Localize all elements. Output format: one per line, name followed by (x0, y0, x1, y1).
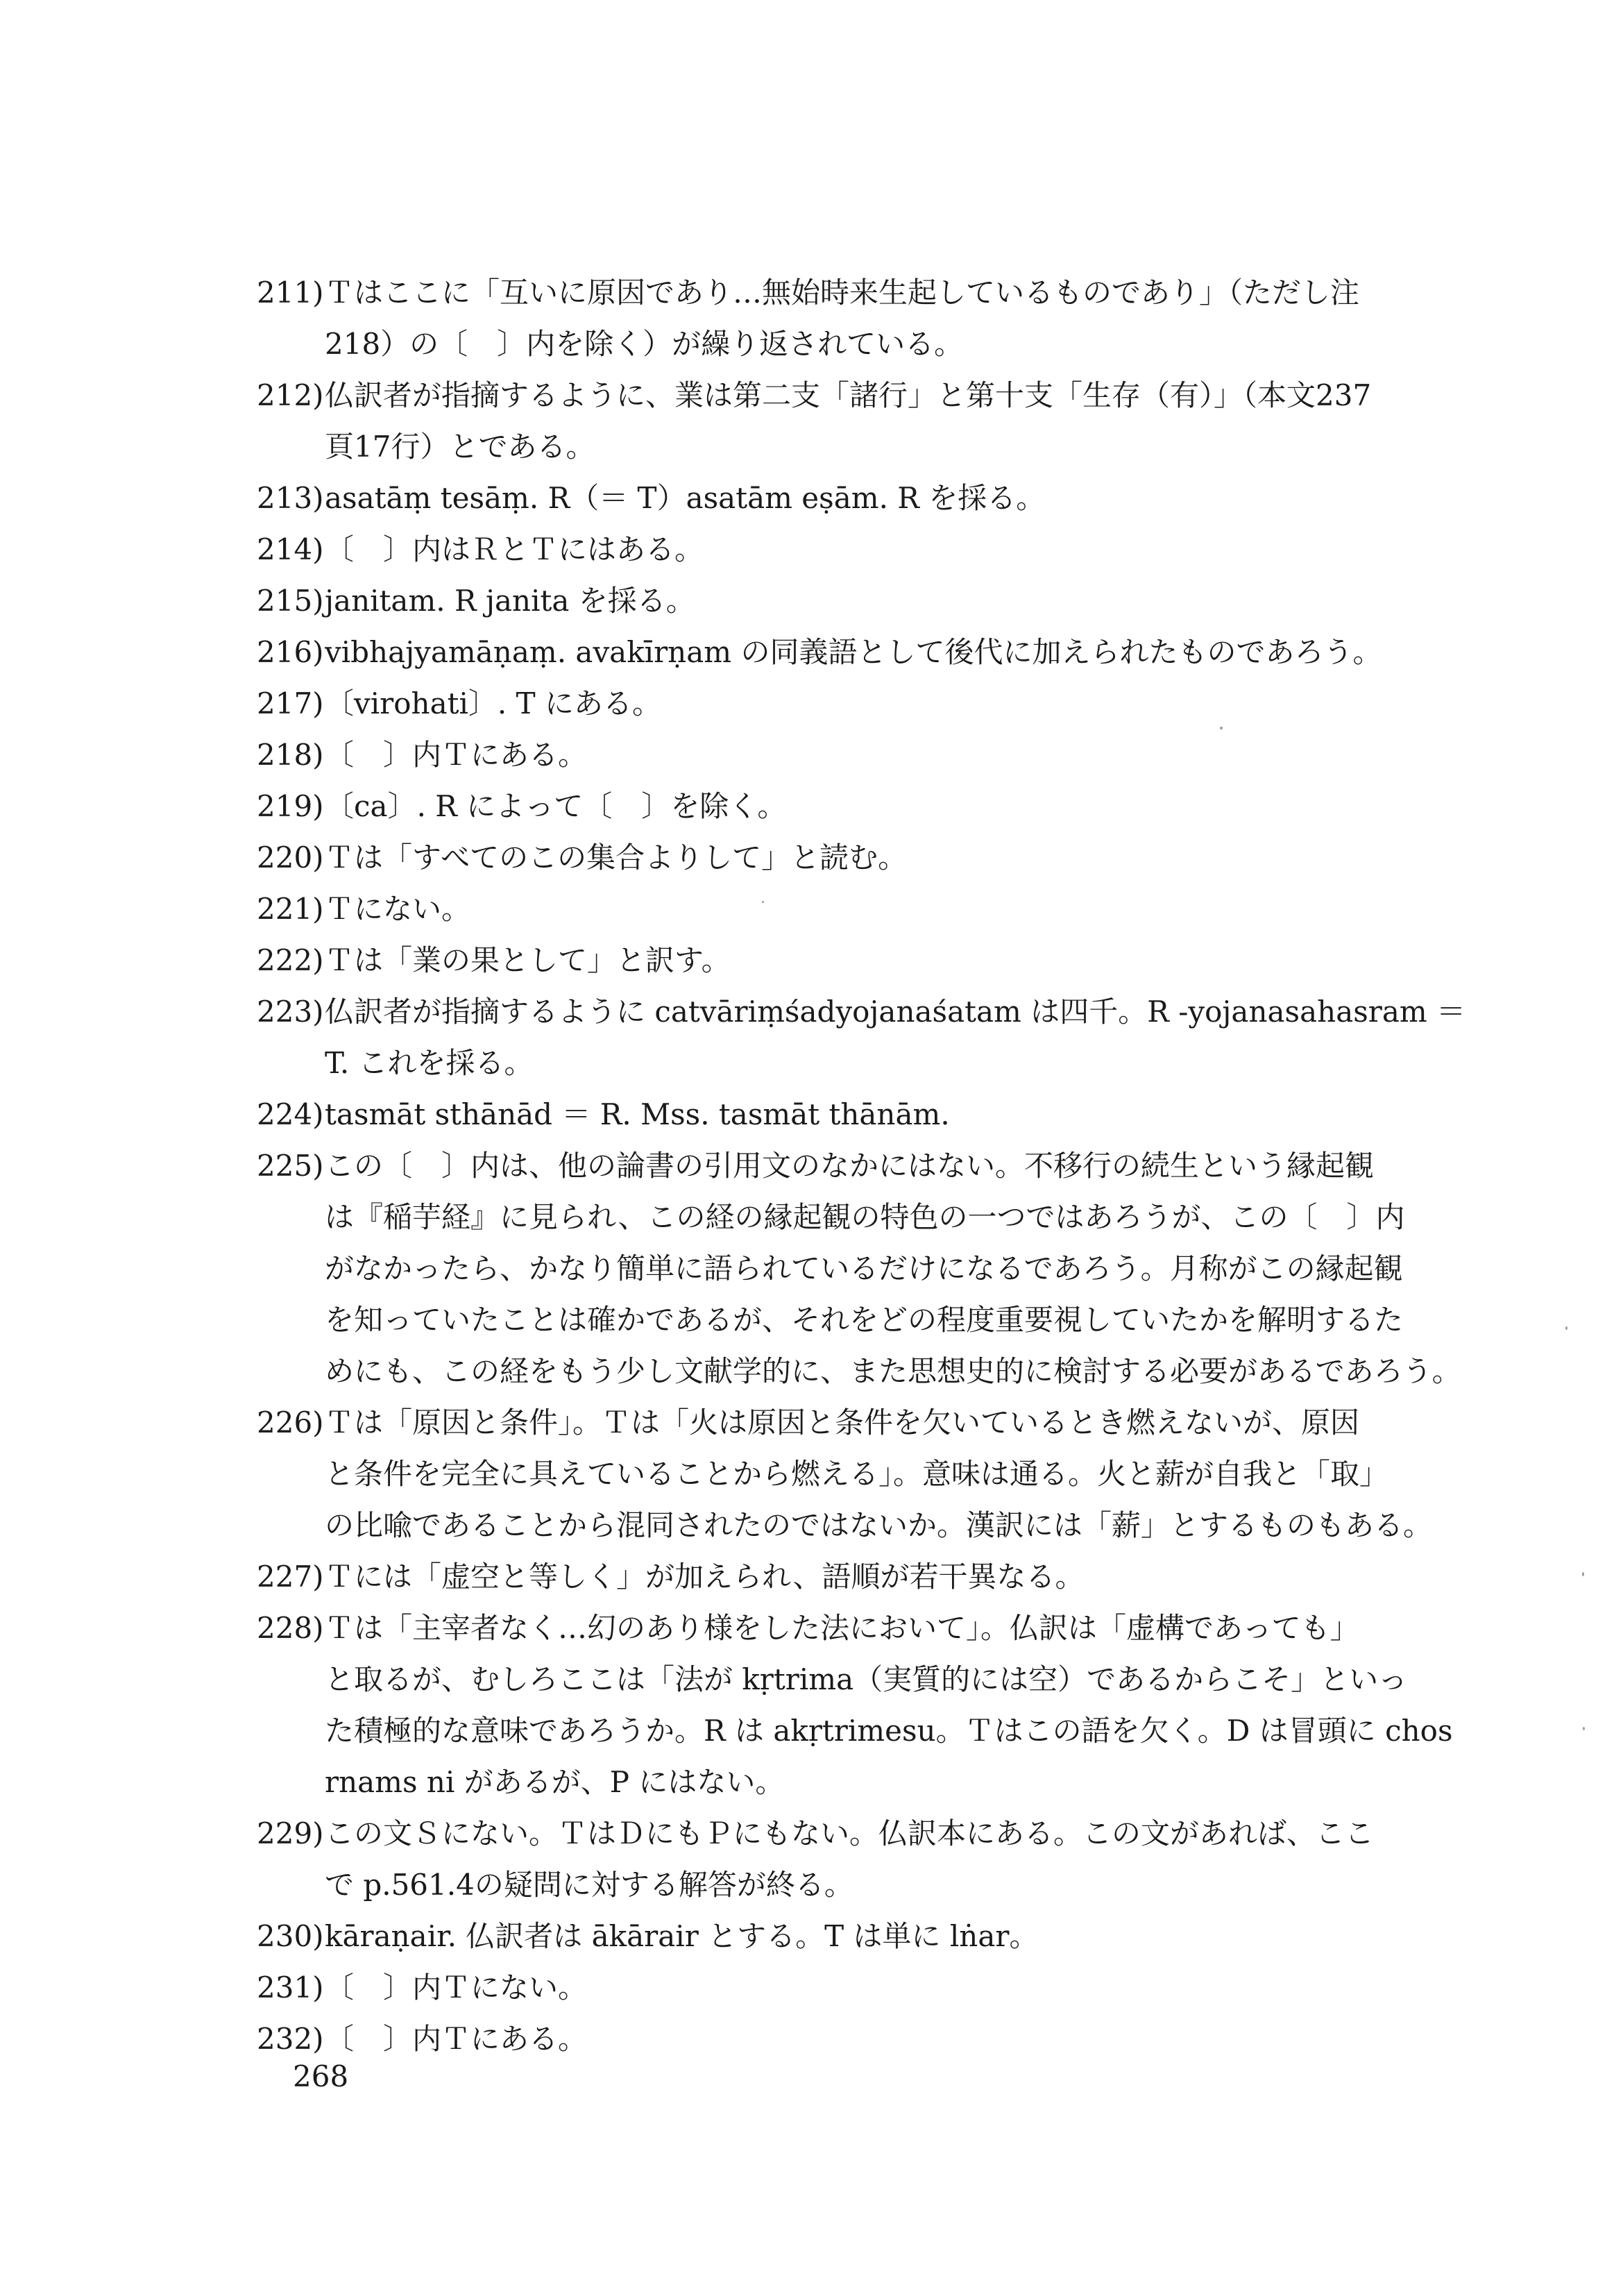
footnote-number: 211) (257, 276, 324, 310)
footnote-text: Ｔは「主宰者なく…幻のあり様をした法において」。仏訳は「虚構であっても」 (325, 1611, 1359, 1645)
footnote-number: 229) (257, 1816, 324, 1850)
footnote-text: rnams ni があるが、P にはない。 (325, 1765, 785, 1799)
footnote-218 (257, 729, 1436, 781)
footnote-231 (257, 1962, 1436, 2014)
scan-speck (1583, 1727, 1585, 1730)
footnote-223 (257, 986, 1466, 1089)
footnote-number: 227) (257, 1560, 324, 1594)
footnote-text: vibhajyamāṇaṃ. avakīrṇam の同義語として後代に加えられたものであろう。 (325, 635, 1382, 669)
footnote-number: 217) (257, 686, 324, 720)
footnote-number: 221) (257, 892, 324, 926)
footnote-number: 222) (257, 943, 324, 977)
footnote-number: 214) (257, 532, 324, 566)
footnote-text: kāraṇair. 仏訳者は ākārair とする。T は単に lṅar。 (325, 1919, 1039, 1953)
scan-speck (1220, 727, 1223, 729)
footnote-221 (257, 884, 1436, 935)
footnote-number: 224) (257, 1097, 324, 1131)
footnote-text: の比喩であることから混同されたのではないか。漢訳には「薪」とするものもある。 (325, 1508, 1433, 1542)
footnote-text: Ｔは「すべてのこの集合よりして」と読む。 (325, 841, 908, 875)
footnote-216 (257, 627, 1436, 678)
footnote-text: Ｔにない。 (325, 892, 471, 926)
footnote-number: 219) (257, 789, 324, 823)
footnote-number: 213) (257, 481, 324, 515)
footnote-text: 〔 〕内Ｔにある。 (325, 2022, 588, 2056)
footnotes-list (257, 267, 1466, 2065)
footnote-number: 232) (257, 2022, 324, 2056)
footnote-text: 〔ca〕. R によって〔 〕を除く。 (325, 789, 787, 823)
footnote-217 (257, 678, 1436, 729)
scan-speck (762, 901, 764, 903)
footnote-text: Ｔには「虚空と等しく」が加えられ、語順が若干異なる。 (325, 1560, 1085, 1594)
footnote-text: janitam. R janita を採る。 (325, 584, 695, 618)
footnote-212 (257, 370, 1436, 473)
footnote-text: で p.561.4の疑問に対する解答が終る。 (325, 1868, 853, 1902)
footnote-text: Ｔは「業の果として」と訳す。 (325, 943, 731, 977)
footnote-text: 218）の〔 〕内を除く）が繰り返されている。 (325, 327, 964, 361)
footnote-number: 230) (257, 1919, 324, 1953)
footnote-text: めにも、この経をもう少し文献学的に、また思想史的に検討する必要があるであろう。 (325, 1354, 1461, 1388)
footnote-text: この文Ｓにない。ＴはＤにもＰにもない。仏訳本にある。この文があれば、ここ (325, 1816, 1375, 1850)
footnote-226 (257, 1397, 1436, 1551)
footnote-227 (257, 1551, 1436, 1603)
footnote-232 (257, 2014, 1436, 2065)
footnote-215 (257, 575, 1436, 627)
scan-speck (1565, 1326, 1567, 1330)
footnote-number: 223) (257, 995, 324, 1029)
footnote-number: 220) (257, 841, 324, 875)
footnote-211 (257, 267, 1436, 370)
footnote-228 (257, 1603, 1453, 1808)
footnote-text: 仏訳者が指摘するように、業は第二支「諸行」と第十支「生存（有）」（本文237 (325, 378, 1372, 412)
footnote-text: 頁17行）とである。 (325, 430, 595, 464)
footnote-text: 仏訳者が指摘するように catvāriṃśadyojanaśatam は四千。R -yojanasahasram ＝ (325, 995, 1466, 1029)
footnote-number: 225) (257, 1149, 324, 1183)
footnote-number: 212) (257, 378, 324, 412)
footnote-text: 〔 〕内Ｔにない。 (325, 1970, 588, 2004)
footnote-text: がなかったら、かなり簡単に語られているだけになるであろう。月称がこの縁起観 (325, 1251, 1403, 1285)
footnote-213 (257, 473, 1436, 524)
footnote-text: Ｔは「原因と条件」。Ｔは「火は原因と条件を欠いているとき燃えないが、原因 (325, 1406, 1360, 1440)
footnote-number: 215) (257, 584, 324, 618)
footnote-text: と条件を完全に具えていることから燃える」。意味は通る。火と薪が自我と「取」 (325, 1457, 1389, 1491)
footnote-number: 218) (257, 738, 324, 772)
footnote-text: 〔 〕内Ｔにある。 (325, 738, 588, 772)
footnote-text: T. これを採る。 (325, 1046, 534, 1080)
footnote-222 (257, 935, 1436, 986)
footnote-text: Ｔはここに「互いに原因であり…無始時来生起しているものであり」（ただし注 (325, 276, 1360, 310)
footnote-text: 〔virohati〕. T にある。 (325, 686, 661, 720)
footnote-number: 216) (257, 635, 324, 669)
footnote-text: と取るが、むしろここは「法が kṛtrima（実質的には空）であるからこそ」といっ (325, 1662, 1408, 1696)
footnote-text: た積極的な意味であろうか。R は akṛtrimesu。Ｔはこの語を欠く。D は冒頭に chos (325, 1714, 1453, 1748)
footnote-text: この〔 〕内は、他の論書の引用文のなかにはない。不移行の続生という縁起観 (325, 1149, 1375, 1183)
footnote-225 (257, 1140, 1461, 1397)
footnote-text: 〔 〕内はＲとＴにはある。 (325, 532, 704, 566)
page-number: 268 (293, 2059, 349, 2093)
footnote-text: は『稲芋経』に見られ、この経の縁起観の特色の一つではあろうが、この〔 〕内 (325, 1200, 1405, 1234)
footnote-number: 231) (257, 1970, 324, 2004)
footnote-text: tasmāt sthānād ＝ R. Mss. tasmāt thānām. (325, 1097, 950, 1131)
footnote-230 (257, 1911, 1436, 1962)
footnote-text: asatāṃ tesāṃ. R（＝ T）asatām eṣām. R を採る。 (325, 481, 1046, 515)
footnote-220 (257, 832, 1436, 884)
footnote-number: 226) (257, 1406, 324, 1440)
footnote-text: を知っていたことは確かであるが、それをどの程度重要視していたかを解明するた (325, 1303, 1404, 1337)
scan-speck (1582, 1572, 1584, 1576)
footnote-219 (257, 781, 1436, 832)
footnote-214 (257, 524, 1436, 575)
footnote-224 (257, 1089, 1436, 1140)
footnote-number: 228) (257, 1611, 324, 1645)
footnote-229 (257, 1808, 1436, 1911)
